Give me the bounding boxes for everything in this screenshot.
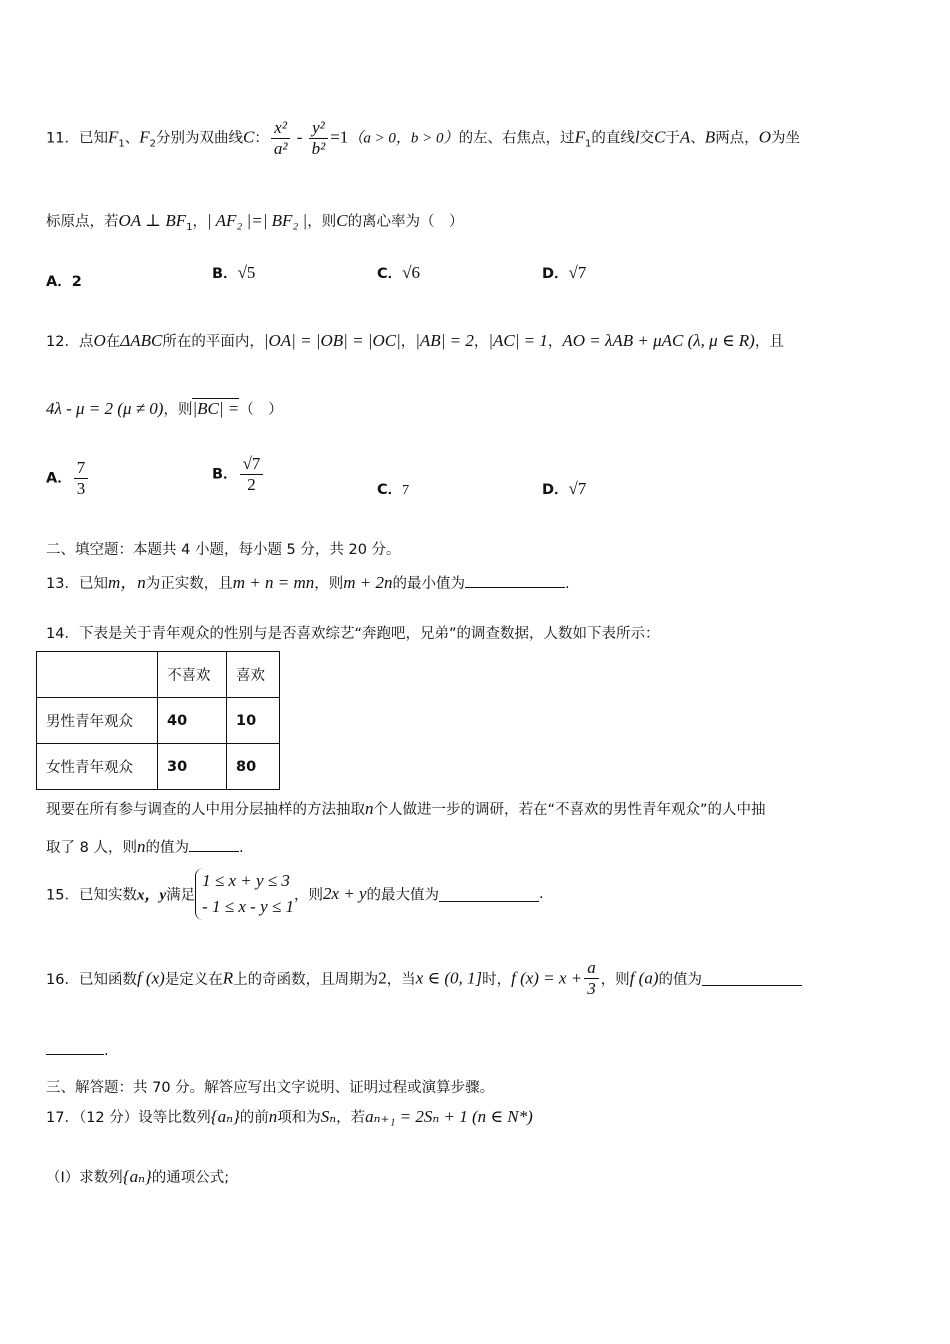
- option-label: D．: [542, 482, 569, 498]
- option-label: C．: [377, 266, 403, 282]
- q17-text: 项和为: [277, 1110, 321, 1126]
- answer-blank[interactable]: [46, 1040, 104, 1055]
- q12-text: ，且: [754, 334, 784, 350]
- q12-line1: 12．点O在ΔABC所在的平面内，|OA| = |OB| = |OC|，|AB| = 2，|AC| = 1，AO = λAB + μAC (λ, μ ∈ R)，且: [46, 331, 784, 350]
- dot: .: [564, 576, 570, 592]
- eq-one: =1: [330, 127, 349, 147]
- frac-num: 7: [74, 458, 89, 479]
- frac-num: y²: [309, 118, 329, 139]
- dot: .: [238, 840, 244, 856]
- math-n: n: [268, 1107, 278, 1126]
- q13-text: 为正实数，且: [145, 576, 233, 592]
- dot: .: [104, 1043, 109, 1059]
- frac-den: 3: [76, 479, 86, 498]
- comma: ，: [192, 214, 207, 230]
- table-cell: 男性青年观众: [37, 698, 158, 744]
- q14-after2: [46, 836, 910, 857]
- q15-text: 的最大值为: [366, 887, 440, 904]
- table-cell: 女性青年观众: [37, 744, 158, 790]
- q11-text: 的离心率为（ ）: [347, 214, 464, 230]
- math-vars: x，y: [136, 887, 167, 904]
- q13-text: 13．已知: [46, 576, 108, 592]
- frac-a-3: [584, 958, 599, 999]
- option-value: √6: [402, 263, 420, 282]
- table-cell: 40: [158, 698, 227, 744]
- math-expr: 2x + y: [322, 884, 367, 903]
- q12-text: ，则: [163, 402, 193, 418]
- colon: ：: [254, 130, 269, 147]
- q11-option-d[interactable]: [542, 262, 586, 283]
- math-O: O: [93, 331, 106, 350]
- q11-line2: 标原点，若OA ⊥ $BF_1$，| AF₂ |=| BF₂ |，则C的离心率为（ ）: [46, 211, 464, 233]
- q11-text: 标原点，若: [46, 214, 119, 230]
- math-perp: OA ⊥ BF: [118, 211, 187, 230]
- math-A: A: [679, 127, 691, 147]
- math-eq: m + n = mn: [232, 573, 315, 592]
- table-cell: 80: [227, 744, 280, 790]
- math-abs-eq: | AF₂ |=| BF₂ |: [207, 211, 308, 230]
- frac-x2-a2: [271, 118, 291, 159]
- q12-text: （ ）: [239, 402, 283, 418]
- math-vector-eq: AO = λAB + μAC (λ, μ ∈ R): [562, 331, 755, 350]
- q11-text: 交: [639, 130, 655, 147]
- math-F2: F: [139, 127, 150, 147]
- sep: 、: [124, 130, 140, 147]
- math-vars: m，n: [107, 573, 146, 592]
- option-frac: [74, 458, 89, 499]
- frac-num: √7: [240, 454, 264, 475]
- math-equal-vectors: |OA| = |OB| = |OC|: [263, 331, 401, 350]
- math-ac: |AC| = 1: [488, 331, 548, 350]
- q11-text: 的直线: [591, 130, 635, 147]
- q11-text: 两点，: [715, 130, 759, 147]
- table-row: [37, 698, 280, 744]
- q14-text: 个人做进一步的调研，若在“不喜欢的男性青年观众”的人中抽: [373, 802, 766, 818]
- q11-text: ，则: [307, 214, 337, 230]
- frac-den: 2: [247, 475, 256, 494]
- option-value: 2: [71, 274, 82, 290]
- q17-text: 17．（12 分）设等比数列: [46, 1110, 211, 1126]
- q16-text: 上的奇函数，且周期为: [233, 972, 379, 988]
- answer-blank[interactable]: [189, 837, 239, 852]
- math-fa: f (a): [629, 968, 659, 988]
- minus: -: [292, 127, 307, 147]
- answer-blank[interactable]: [702, 971, 802, 986]
- math-period: 2: [378, 968, 387, 988]
- q11-text: 为坐: [770, 130, 800, 147]
- q12-text: 所在的平面内，: [162, 334, 264, 350]
- q12-option-b[interactable]: [212, 454, 265, 495]
- q14-text: 取了 8 人，则: [46, 840, 137, 856]
- math-Sn: Sₙ: [320, 1107, 337, 1126]
- q17-text: 的通项公式;: [151, 1170, 230, 1186]
- q12-text: 12．点: [46, 334, 94, 350]
- option-frac: [240, 454, 264, 495]
- option-label: A．: [46, 470, 72, 487]
- math-condition: 4λ - μ = 2 (μ ≠ 0): [46, 399, 164, 418]
- q13-line: [46, 568, 910, 593]
- q14-after1: [46, 798, 910, 819]
- math-ineq: 1 ≤ x + y ≤ 3: [202, 871, 290, 890]
- q11-text: 的左、右焦点，过: [458, 130, 575, 147]
- section-title-fill-in: 二、填空题：本题共 4 小题，每小题 5 分，共 20 分。: [46, 542, 401, 558]
- table-header-row: [37, 652, 280, 698]
- option-value: √7: [568, 263, 587, 282]
- sep: 、: [690, 130, 705, 147]
- inequality-system: [195, 868, 294, 920]
- math-domain: x ∈ (0, 1]: [415, 968, 483, 988]
- math-n: n: [365, 799, 374, 818]
- math-B: B: [704, 127, 716, 147]
- q14-intro: 14．下表是关于青年观众的性别与是否喜欢综艺“奔跑吧，兄弟”的调查数据，人数如下表所示：: [46, 626, 660, 642]
- q12-option-a[interactable]: [46, 458, 90, 499]
- q17-line: [46, 1106, 910, 1127]
- option-value: √5: [237, 263, 256, 282]
- q13-text: ，则: [314, 576, 344, 592]
- answer-blank[interactable]: [465, 573, 565, 588]
- q17-part1: [46, 1166, 910, 1187]
- math-seq: {aₙ}: [210, 1107, 240, 1126]
- math-expr: m + 2n: [343, 573, 393, 592]
- math-fdef: f (x) = x +: [511, 968, 583, 988]
- table-row: [37, 744, 280, 790]
- q16-line2: [46, 1040, 910, 1059]
- option-label: D．: [542, 266, 569, 282]
- option-label: B．: [212, 466, 238, 483]
- math-condition: （a > 0，b > 0）: [348, 130, 459, 147]
- option-value: 7: [402, 483, 410, 498]
- q14-text: 现要在所有参与调查的人中用分层抽样的方法抽取: [46, 802, 365, 818]
- q16-text: ，则: [600, 972, 630, 988]
- answer-blank[interactable]: [439, 887, 539, 902]
- q16-text: 的值为: [658, 972, 702, 988]
- q11-prefix: 11．已知: [46, 130, 108, 147]
- math-R: R: [222, 968, 234, 988]
- q12-line2: [46, 398, 910, 419]
- frac-den: 3: [587, 979, 596, 998]
- q16-text: 是定义在: [164, 972, 223, 988]
- section-title-solve: 三、解答题：共 70 分。解答应写出文字说明、证明过程或演算步骤。: [46, 1080, 495, 1096]
- q12-text: 在: [105, 334, 121, 350]
- frac-den: b²: [311, 139, 326, 158]
- math-ineq: - 1 ≤ x - y ≤ 1: [202, 897, 294, 916]
- option-label: A．: [46, 274, 72, 290]
- frac-num: x²: [271, 118, 291, 139]
- option-value: √7: [568, 479, 587, 498]
- math-C: C: [242, 127, 255, 147]
- q15-text: ，则: [293, 887, 323, 904]
- math-bc: |BC| =: [192, 399, 240, 418]
- q15-line: [46, 868, 910, 920]
- math-recurrence: aₙ₊₁ = 2Sₙ + 1 (n ∈ N*): [365, 1107, 533, 1126]
- q11-text: 于: [665, 130, 680, 147]
- q15-text: 15．已知实数: [46, 887, 137, 904]
- q14-text: 的值为: [145, 840, 189, 856]
- math-l: l: [634, 127, 640, 147]
- q15-text: 满足: [166, 887, 196, 904]
- q11-option-b[interactable]: [212, 262, 255, 283]
- math-triangle: ΔABC: [120, 331, 163, 350]
- q11-option-a[interactable]: [46, 270, 82, 291]
- q12-option-c[interactable]: [377, 478, 409, 499]
- frac-y2-b2: [309, 118, 329, 159]
- q11-text: 分别为双曲线: [155, 130, 243, 147]
- q16-text: 16．已知函数: [46, 972, 137, 988]
- option-label: C．: [377, 482, 403, 498]
- q17-text: （Ⅰ）求数列: [46, 1170, 123, 1186]
- math-ab: |AB| = 2: [415, 331, 474, 350]
- q16-text: ，当: [386, 972, 416, 988]
- q11-line1: 11．已知$F_1$、$F_2$分别为双曲线C： $\frac{\text{x²}}{\text{a²}}$ - $\frac{\text{y²}}{\text{b²}}$ =1（a > 0，b > 0）的左、右焦点，过$F_1$的直线l交C于A、B两点，O为坐: [46, 118, 800, 158]
- math-F1: F: [574, 127, 585, 147]
- q16-text: 时，: [482, 972, 512, 988]
- frac-num: a: [584, 958, 599, 979]
- q16-line: [46, 958, 910, 999]
- option-label: B．: [212, 266, 238, 282]
- q17-text: 的前: [239, 1110, 269, 1126]
- math-F1: F: [107, 127, 119, 147]
- table-cell: 10: [227, 698, 280, 744]
- q11-option-c[interactable]: [377, 262, 420, 283]
- table-header: 喜欢: [227, 652, 280, 698]
- table-header: 不喜欢: [158, 652, 227, 698]
- math-O: O: [758, 127, 771, 147]
- q17-text: ，若: [336, 1110, 366, 1126]
- frac-den: a²: [273, 139, 288, 158]
- dot: .: [539, 886, 544, 902]
- math-fx: f (x): [136, 968, 165, 988]
- math-C: C: [654, 127, 666, 147]
- math-n: n: [136, 837, 146, 856]
- q12-option-d[interactable]: [542, 478, 586, 499]
- q13-text: 的最小值为: [392, 576, 465, 592]
- survey-table: [36, 651, 280, 790]
- math-seq: {aₙ}: [122, 1167, 152, 1186]
- table-cell: [37, 652, 158, 698]
- math-C: C: [336, 211, 348, 230]
- table-cell: 30: [158, 744, 227, 790]
